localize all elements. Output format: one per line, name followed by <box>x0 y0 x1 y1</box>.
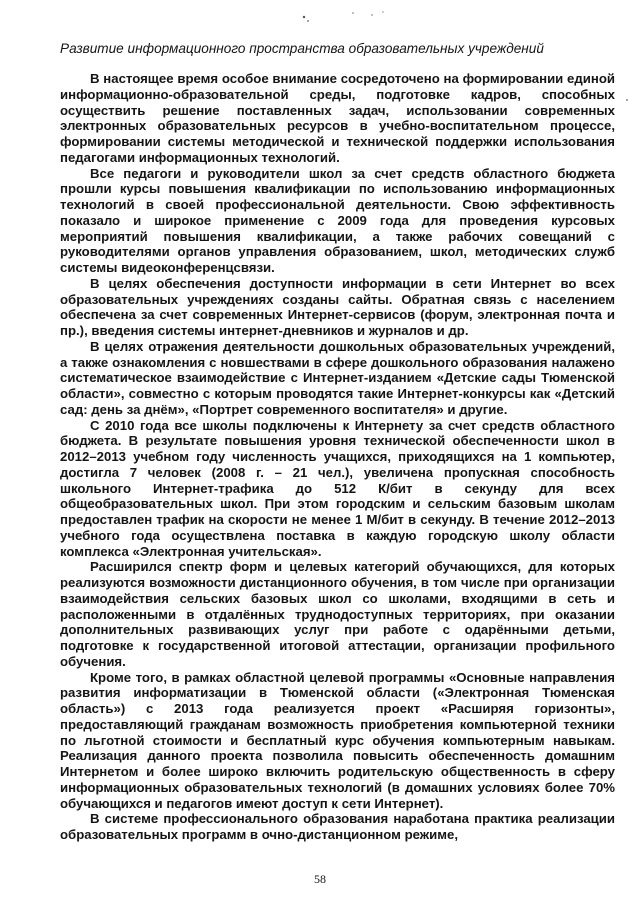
paragraph: Расширился спектр форм и целевых категорий обучающихся, для которых реализуются возможности дистанционного обучения, в том числе при организации взаимодействия сельских базовых школ со школами, входящими в сеть и расположенными в отдалённых труднодоступных территориях, при оказании дополнительных развивающих услуг при работе с одарёнными детьми, подготовке к государственной итоговой аттестации, организации профильного обучения. <box>60 559 615 669</box>
paragraph: С 2010 года все школы подключены к Интернету за счет средств областного бюджета. В результате повышения уровня технической обеспеченности школ в 2012–2013 учебном году численность учащихся, приходящихся на 1 компьютер, достигла 7 человек (2008 г. – 21 чел.), увеличена пропускная способность школьного Интернет-трафика до 512 К/бит в секунду для всех общеобразовательных школ. При этом городским и сельским базовым школам предоставлен трафик на скорости не менее 1 М/бит в секунду. В течение 2012–2013 учебного года осуществлена поставка в каждую городскую школу области комплекса «Электронная учительская». <box>60 417 615 559</box>
running-header: Развитие информационного пространства образовательных учреждений <box>60 41 544 56</box>
paragraph: Все педагоги и руководители школ за счет средств областного бюджета прошли курсы повышения квалификации по использованию информационных технологий в своей профессиональной деятельности. Свою эффективность показало и широкое применение с 2009 года для проведения курсовых мероприятий повышения квалификации, а также рабочих совещаний с руководителями органов управления образованием, школ, методических служб системы видеоконференцсвязи. <box>60 165 615 275</box>
page-number: 58 <box>314 872 326 886</box>
body-text <box>60 71 615 843</box>
document-page <box>60 40 615 843</box>
paragraph: В системе профессионального образования наработана практика реализации образовательных программ в очно-дистанционном режиме, <box>60 811 615 842</box>
paragraph: Кроме того, в рамках областной целевой программы «Основные направления развития информатизации в Тюменской области («Электронная Тюменская область») с 2013 года реализуется проект «Расширяя горизонты», предоставляющий гражданам возможность приобретения компьютерной техники по льготной стоимости и бесплатный курс обучения компьютерным навыкам. Реализация данного проекта позволила повысить обеспеченность домашним Интернетом и более широко включить родительскую общественность в сферу информационных образовательных технологий (в домашних условиях более 70% обучающихся и педагогов имеют доступ к сети Интернет). <box>60 669 615 811</box>
paragraph: В целях обеспечения доступности информации в сети Интернет во всех образовательных учреждениях созданы сайты. Обратная связь с населением обеспечена за счет современных Интернет-сервисов (форум, электронная почта и пр.), введения системы интернет-дневников и журналов и др. <box>60 275 615 338</box>
paragraph: В целях отражения деятельности дошкольных образовательных учреждений, а также ознакомления с новшествами в сфере дошкольного образования налажено систематическое взаимодействие с Интернет-изданием «Детские сады Тюменской области», совместно с которым проводятся такие Интернет-конкурсы как «Детский сад: день за днём», «Портрет современного воспитателя» и другие. <box>60 338 615 417</box>
paragraph: В настоящее время особое внимание сосредоточено на формировании единой информационно-образовательной среды, подготовке кадров, способных осуществить решение поставленных задач, использовании современных электронных образовательных ресурсов в учебно-воспитательном процессе, формировании системы методической и технической поддержки использования педагогами информационных технологий. <box>60 71 615 165</box>
